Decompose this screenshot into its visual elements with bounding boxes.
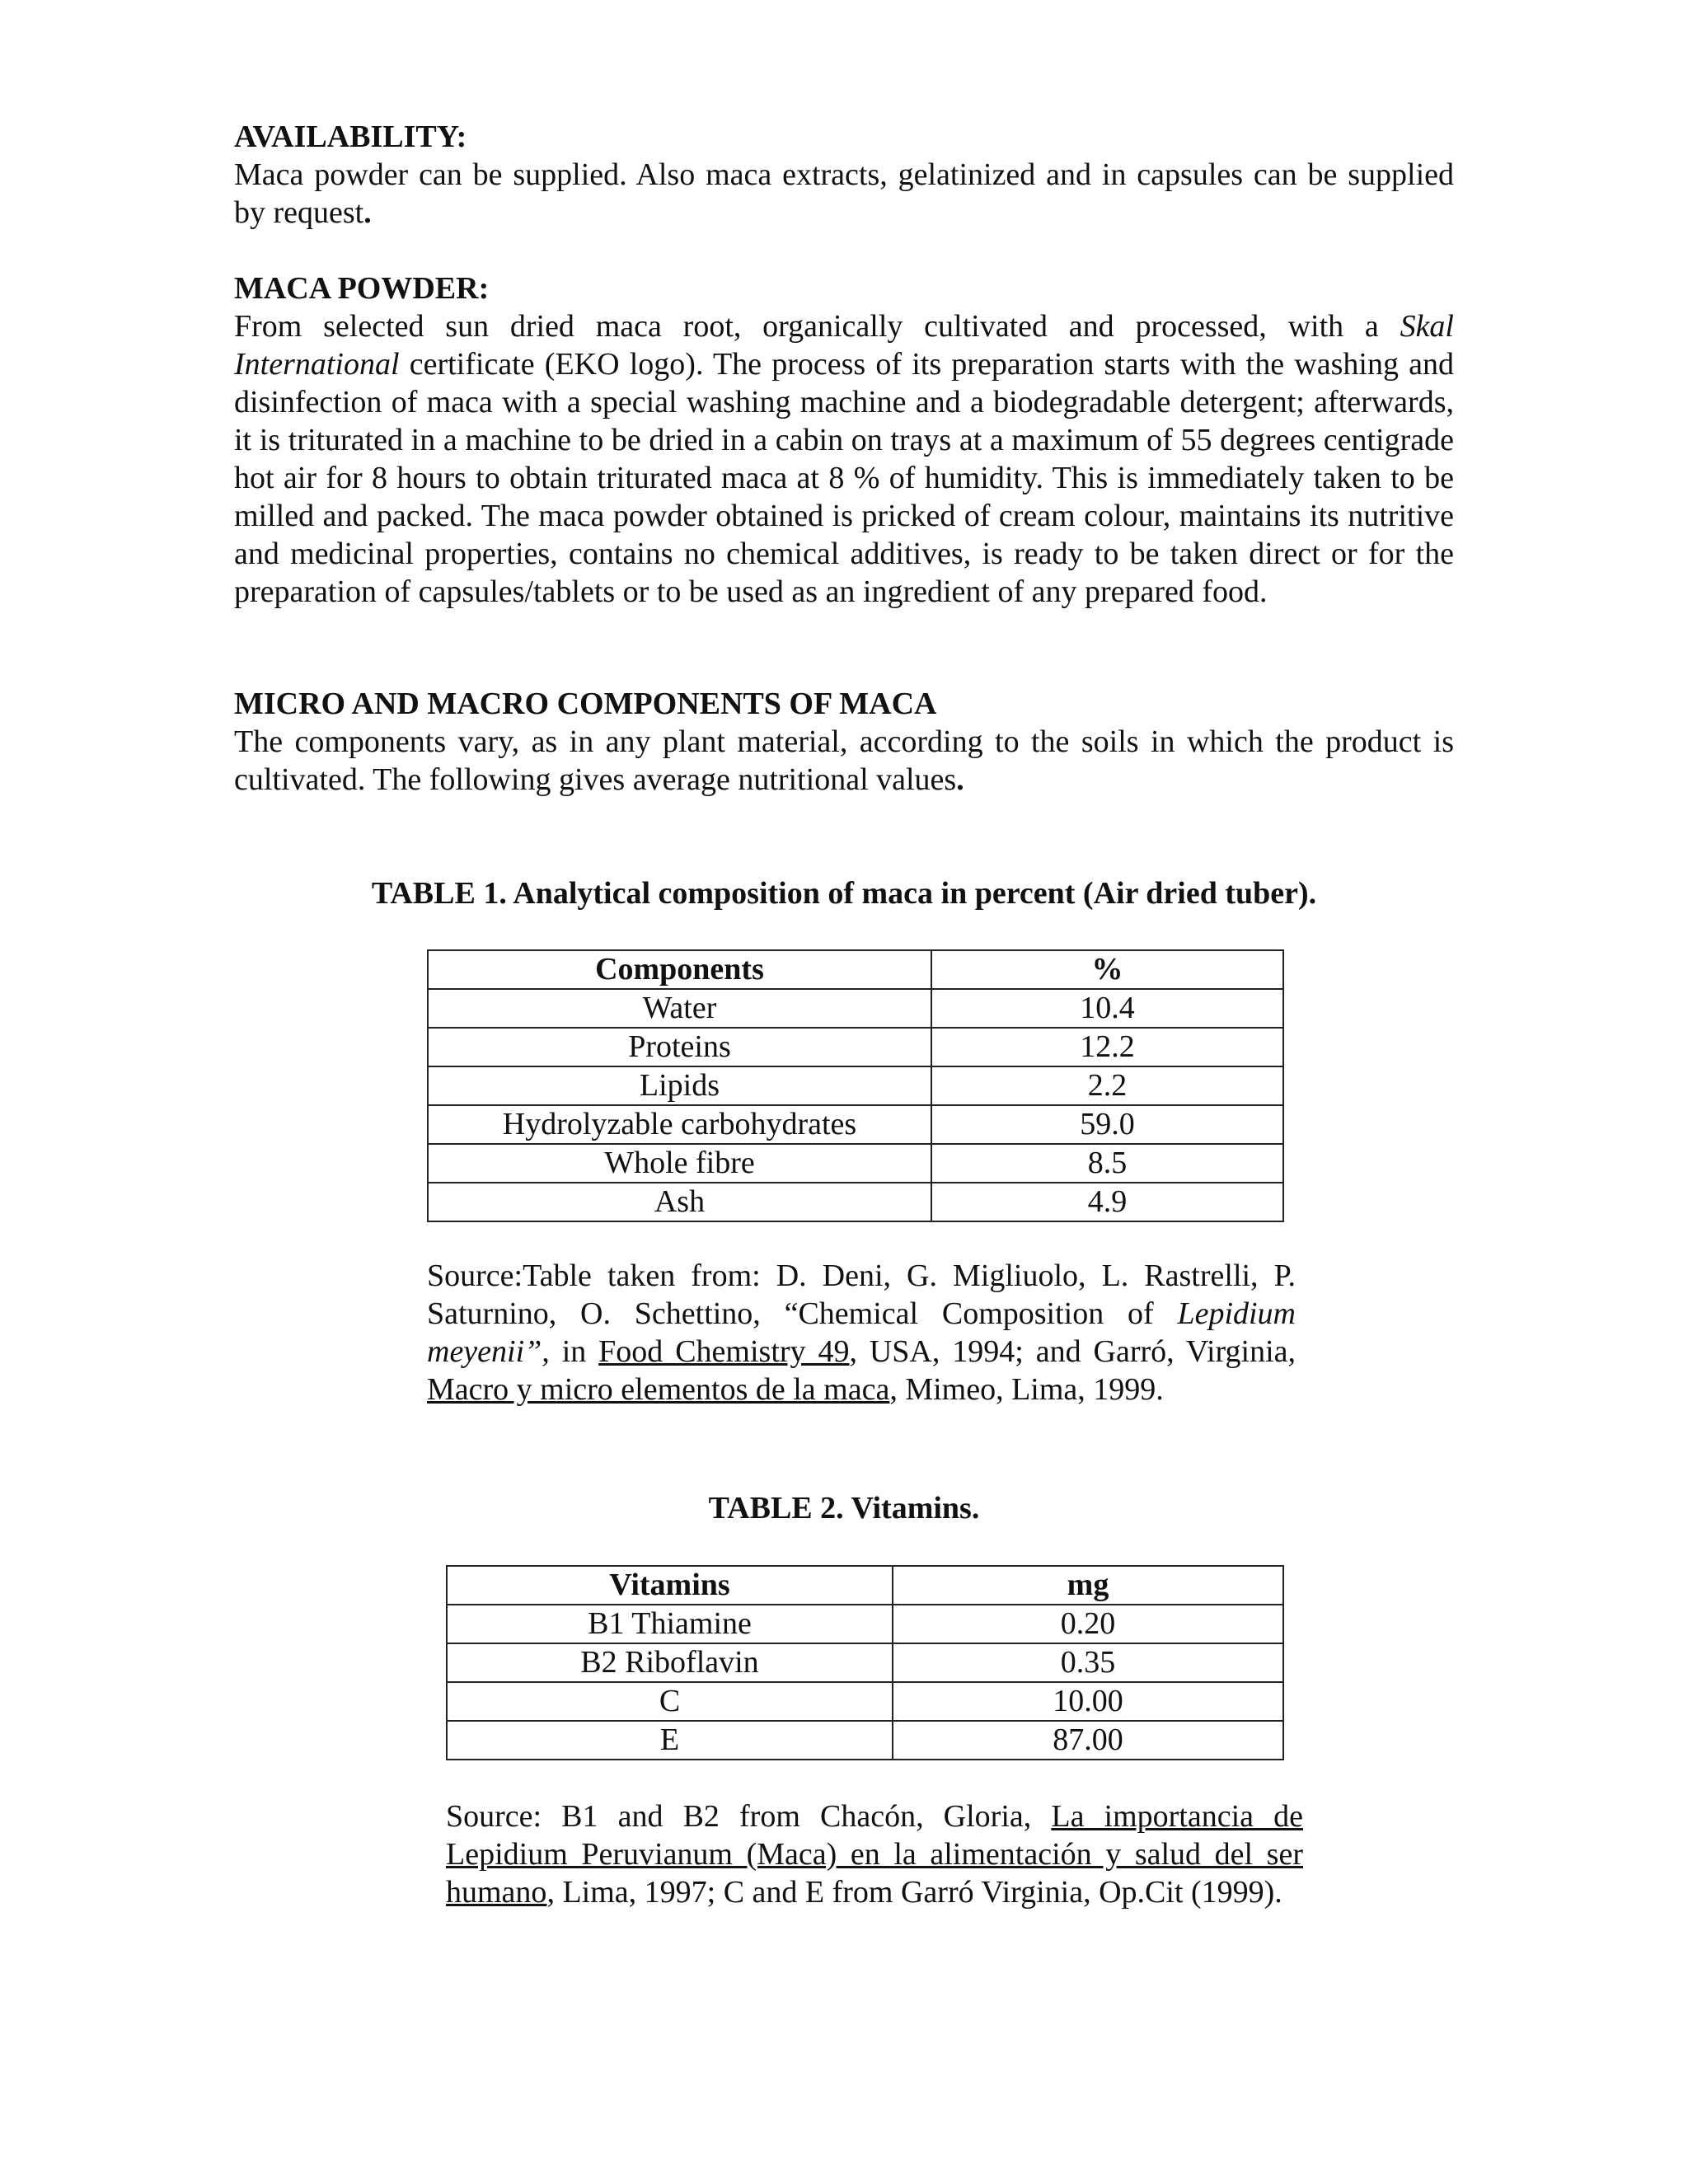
table2-header-vitamins: Vitamins [447, 1566, 893, 1605]
table-cell: 0.35 [893, 1643, 1283, 1682]
table-row [447, 1605, 1283, 1643]
table-cell: B2 Riboflavin [447, 1643, 893, 1682]
table-row [447, 1643, 1283, 1682]
table2-title: TABLE 2. Vitamins. [708, 1491, 980, 1526]
table-row [428, 1105, 1283, 1144]
table-header-row [428, 950, 1283, 989]
table-row [428, 1028, 1283, 1066]
table-cell: B1 Thiamine [447, 1605, 893, 1643]
table-cell: E [447, 1721, 893, 1760]
table-row [428, 1066, 1283, 1105]
table-cell: 59.0 [931, 1105, 1283, 1144]
table2-source: Source: B1 and B2 from Chacón, Gloria, La importancia de Lepidium Peruvianum (Maca) en la alimentación y salud del ser humano, Lima, 1997; C and E from Garró Virginia, Op.Cit (1999). [446, 1799, 1303, 1910]
table-row [428, 989, 1283, 1028]
table-cell: 4.9 [931, 1183, 1283, 1221]
table1-title: TABLE 1. Analytical composition of maca in percent (Air dried tuber). [371, 876, 1317, 911]
table-cell: 87.00 [893, 1721, 1283, 1760]
maca-powder-section [234, 269, 1454, 611]
table-cell: 0.20 [893, 1605, 1283, 1643]
table-cell: Whole fibre [428, 1144, 931, 1183]
table2-header-mg: mg [893, 1566, 1283, 1605]
table-cell: C [447, 1682, 893, 1721]
availability-text: Maca powder can be supplied. Also maca extracts, gelatinized and in capsules can be supplied by request. [234, 157, 1454, 230]
table-cell: Proteins [428, 1028, 931, 1066]
components-text: The components vary, as in any plant material, according to the soils in which the product is cultivated. The following gives average nutritional values. [234, 724, 1454, 797]
table-cell: Lipids [428, 1066, 931, 1105]
maca-powder-heading: MACA POWDER: [234, 271, 490, 306]
table1-header-components: Components [428, 950, 931, 989]
table-cell: 10.4 [931, 989, 1283, 1028]
components-heading: MICRO AND MACRO COMPONENTS OF MACA [234, 687, 937, 721]
table-row [428, 1183, 1283, 1221]
table-row [447, 1682, 1283, 1721]
table-cell: Water [428, 989, 931, 1028]
table2 [446, 1565, 1284, 1760]
table1 [427, 949, 1284, 1222]
maca-powder-text: From selected sun dried maca root, organically cultivated and processed, with a Skal International certificate (EKO logo). The process of its preparation starts with the washing and disinfection of maca with a special washing machine and a biodegradable detergent; afterwards, it is triturated in a machine to be dried in a cabin on trays at a maximum of 55 degrees centigrade hot air for 8 hours to obtain triturated maca at 8 % of humidity. This is immediately taken to be milled and packed. The maca powder obtained is pricked of cream colour, maintains its nutritive and medicinal properties, contains no chemical additives, is ready to be taken direct or for the preparation of capsules/tablets or to be used as an ingredient of any prepared food. [234, 309, 1454, 609]
table-cell: Hydrolyzable carbohydrates [428, 1105, 931, 1144]
table-cell: Ash [428, 1183, 931, 1221]
skal-international: Skal International [234, 309, 1454, 382]
table-cell: 2.2 [931, 1066, 1283, 1105]
table-row [428, 1144, 1283, 1183]
table-header-row [447, 1566, 1283, 1605]
table1-header-percent: % [931, 950, 1283, 989]
availability-section [234, 118, 1454, 232]
availability-heading: AVAILABILITY: [234, 120, 467, 154]
table-row [447, 1721, 1283, 1760]
components-section [234, 685, 1454, 799]
table1-source: Source:Table taken from: D. Deni, G. Migliuolo, L. Rastrelli, P. Saturnino, O. Schettino, “Chemical Composition of Lepidium meyenii”, in Food Chemistry 49, USA, 1994; and Garró, Virginia, Macro y micro elementos de la maca, Mimeo, Lima, 1999. [427, 1258, 1296, 1407]
table-cell: 12.2 [931, 1028, 1283, 1066]
table-cell: 10.00 [893, 1682, 1283, 1721]
table-cell: 8.5 [931, 1144, 1283, 1183]
